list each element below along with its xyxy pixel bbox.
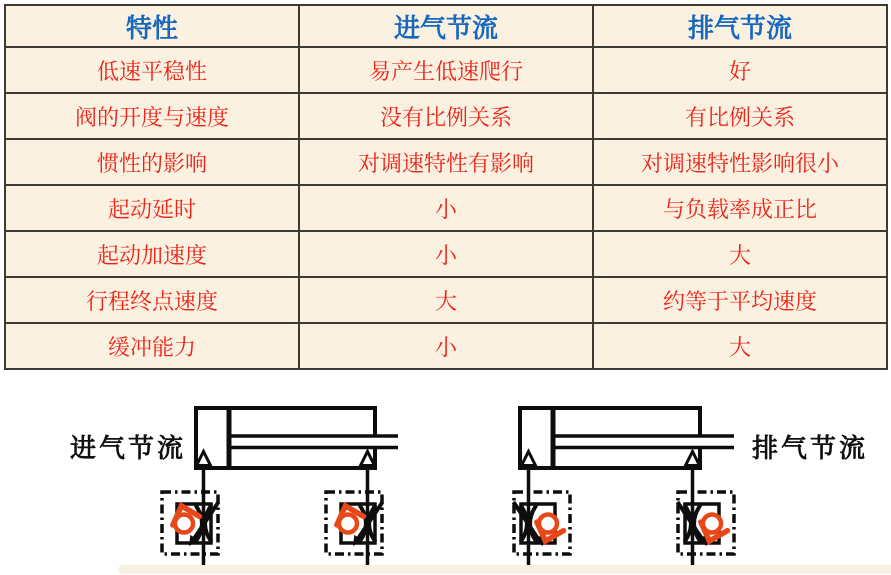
meter-out-circuit [514, 408, 735, 573]
meter-out-label: 排气节流 [752, 434, 869, 464]
table-cell: 低速平稳性 [5, 47, 299, 93]
table-cell: 小 [299, 185, 593, 231]
header-cell-characteristic: 特性 [5, 5, 299, 47]
table-row [5, 93, 887, 139]
meter-in-label: 进气节流 [70, 434, 187, 464]
header-cell-meter-in: 进气节流 [299, 5, 593, 47]
table-cell: 惯性的影响 [5, 139, 299, 185]
table-cell: 大 [593, 231, 887, 277]
table-header-row [5, 5, 887, 47]
table-row [5, 277, 887, 323]
table-row [5, 231, 887, 277]
header-cell-meter-out: 排气节流 [593, 5, 887, 47]
slide-edge-strip [118, 565, 891, 574]
table-cell: 与负载率成正比 [593, 185, 887, 231]
table-cell: 好 [593, 47, 887, 93]
cylinder-icon [520, 408, 734, 468]
table-cell: 约等于平均速度 [593, 277, 887, 323]
table-cell: 起动延时 [5, 185, 299, 231]
table-cell: 缓冲能力 [5, 323, 299, 369]
table-cell: 阀的开度与速度 [5, 93, 299, 139]
throttle-comparison-table [4, 4, 888, 370]
cylinder-icon [196, 408, 398, 468]
table-cell: 有比例关系 [593, 93, 887, 139]
table-cell: 大 [593, 323, 887, 369]
table-cell: 没有比例关系 [299, 93, 593, 139]
table-cell: 小 [299, 323, 593, 369]
table-cell: 对调速特性有影响 [299, 139, 593, 185]
meter-in-circuit [162, 408, 398, 573]
table-row [5, 185, 887, 231]
table-cell: 起动加速度 [5, 231, 299, 277]
table-cell: 大 [299, 277, 593, 323]
table-row [5, 323, 887, 369]
table-row [5, 139, 887, 185]
piston-rod [230, 437, 398, 447]
table-cell: 易产生低速爬行 [299, 47, 593, 93]
pneumatic-circuit-diagram [0, 400, 891, 575]
table-cell: 对调速特性影响很小 [593, 139, 887, 185]
piston-rod [554, 437, 734, 447]
table-row [5, 47, 887, 93]
table-cell: 行程终点速度 [5, 277, 299, 323]
table-cell: 小 [299, 231, 593, 277]
